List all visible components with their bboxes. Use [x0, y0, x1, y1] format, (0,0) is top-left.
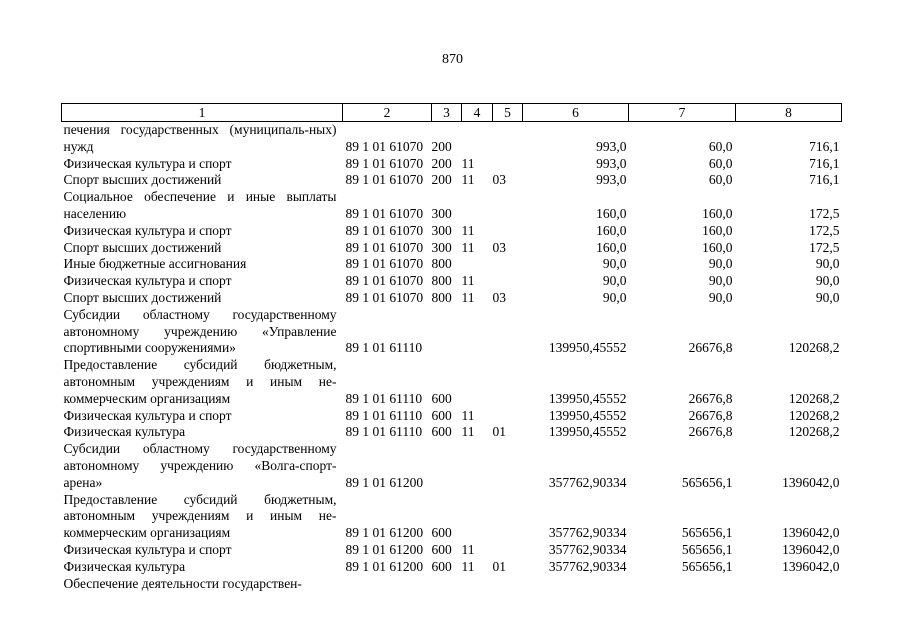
- row-name: Субсидии областному государственному автономному учреждению «Управление спортивными сооружениями»: [63, 306, 337, 356]
- row-subsection: 01: [492, 424, 506, 440]
- row-subsection: [493, 408, 523, 425]
- row-value-6: 993,0: [596, 172, 627, 188]
- column-header: 5: [493, 104, 523, 122]
- row-expense-type: 600: [431, 407, 452, 423]
- table-row: [62, 408, 842, 425]
- row-section: [462, 492, 493, 542]
- row-value-8: 172,5: [809, 222, 840, 238]
- row-subsection: 03: [492, 239, 506, 255]
- table-row: [62, 492, 842, 542]
- row-value-6: 90,0: [602, 256, 627, 272]
- row-code: [343, 576, 432, 593]
- row-subsection: [493, 189, 523, 223]
- row-name: Предоставление субсидий бюджетным, автономным учреждениям и иным не-коммерческим организациям: [63, 357, 337, 406]
- row-section: [462, 122, 493, 156]
- table-row: [62, 424, 842, 441]
- row-section: 11: [461, 541, 475, 557]
- row-subsection: [493, 542, 523, 559]
- row-value-7: 60,0: [708, 138, 733, 154]
- row-name: Физическая культура и спорт: [63, 273, 232, 289]
- table-row: [62, 189, 842, 223]
- row-subsection: [493, 156, 523, 173]
- row-subsection: [493, 441, 523, 491]
- row-value-8: 172,5: [809, 205, 840, 221]
- row-name: Физическая культура: [63, 558, 186, 574]
- row-name: Физическая культура и спорт: [63, 155, 232, 171]
- row-code: 89 1 01 61110: [345, 407, 423, 423]
- row-subsection: 03: [492, 289, 506, 305]
- row-value-8: [736, 576, 842, 593]
- row-section: 11: [461, 239, 475, 255]
- row-value-6: 139950,45552: [548, 390, 627, 406]
- table-row: [62, 542, 842, 559]
- row-code: 89 1 01 61070: [345, 239, 424, 255]
- row-expense-type: [432, 307, 462, 357]
- table-row: [62, 290, 842, 307]
- row-value-8: 716,1: [809, 138, 840, 154]
- row-value-6: 357762,90334: [548, 525, 627, 541]
- row-value-8: 1396042,0: [782, 558, 840, 574]
- row-value-7: 26676,8: [688, 340, 733, 356]
- row-code: 89 1 01 61200: [345, 541, 424, 557]
- table-row: [62, 576, 842, 593]
- row-value-7: 60,0: [708, 172, 733, 188]
- row-subsection: [493, 357, 523, 407]
- row-code: 89 1 01 61070: [345, 256, 424, 272]
- row-section: 11: [461, 172, 475, 188]
- column-header: 2: [343, 104, 432, 122]
- row-expense-type: 800: [431, 273, 452, 289]
- row-value-7: 90,0: [708, 289, 733, 305]
- row-code: 89 1 01 61070: [345, 205, 424, 221]
- row-section: [462, 441, 493, 491]
- row-name: Иные бюджетные ассигнования: [63, 256, 247, 272]
- row-subsection: [493, 492, 523, 542]
- row-value-8: 1396042,0: [782, 541, 840, 557]
- row-value-7: 565656,1: [681, 474, 733, 490]
- row-code: 89 1 01 61200: [345, 474, 424, 490]
- row-section: [462, 189, 493, 223]
- budget-table: [61, 103, 842, 592]
- row-value-8: 120268,2: [788, 424, 840, 440]
- row-code: 89 1 01 61070: [345, 172, 424, 188]
- row-value-6: 139950,45552: [548, 424, 627, 440]
- row-code: 89 1 01 61110: [345, 424, 423, 440]
- row-value-8: 120268,2: [788, 407, 840, 423]
- row-value-6: 90,0: [602, 289, 627, 305]
- table-row: [62, 357, 842, 407]
- row-expense-type: 300: [431, 205, 452, 221]
- table-row: [62, 273, 842, 290]
- row-expense-type: [432, 441, 462, 491]
- row-value-8: 90,0: [815, 256, 840, 272]
- row-subsection: [493, 122, 523, 156]
- row-value-8: 172,5: [809, 239, 840, 255]
- row-subsection: [493, 576, 523, 593]
- row-value-7: 565656,1: [681, 525, 733, 541]
- row-expense-type: 600: [431, 541, 452, 557]
- row-subsection: [493, 273, 523, 290]
- row-expense-type: 800: [431, 289, 452, 305]
- column-header: 1: [62, 104, 343, 122]
- row-value-7: 26676,8: [688, 407, 733, 423]
- row-subsection: 01: [492, 558, 506, 574]
- row-code: 89 1 01 61200: [345, 525, 424, 541]
- row-section: [462, 576, 493, 593]
- row-code: 89 1 01 61200: [345, 558, 424, 574]
- row-value-8: 716,1: [809, 155, 840, 171]
- row-code: 89 1 01 61070: [345, 222, 424, 238]
- row-name: печения государственных (муниципаль-ных) нужд: [63, 122, 337, 154]
- row-expense-type: 200: [431, 172, 452, 188]
- row-value-7: 565656,1: [681, 541, 733, 557]
- table-row: [62, 441, 842, 491]
- row-code: 89 1 01 61070: [345, 273, 424, 289]
- table-row: [62, 156, 842, 173]
- row-expense-type: 600: [431, 525, 452, 541]
- row-section: [462, 256, 493, 273]
- row-value-8: 90,0: [815, 289, 840, 305]
- row-value-7: 26676,8: [688, 390, 733, 406]
- row-expense-type: 600: [431, 424, 452, 440]
- row-value-6: 139950,45552: [548, 340, 627, 356]
- row-subsection: [493, 256, 523, 273]
- row-name: Спорт высших достижений: [63, 172, 222, 188]
- row-section: 11: [461, 407, 475, 423]
- row-value-8: 120268,2: [788, 340, 840, 356]
- row-value-7: [629, 576, 736, 593]
- column-header: 3: [432, 104, 462, 122]
- page-number: 870: [442, 52, 463, 67]
- row-value-8: 1396042,0: [782, 474, 840, 490]
- row-value-6: 160,0: [596, 239, 627, 255]
- row-subsection: [493, 223, 523, 240]
- row-expense-type: 600: [431, 390, 452, 406]
- row-value-6: 357762,90334: [548, 541, 627, 557]
- row-value-8: 90,0: [815, 273, 840, 289]
- row-expense-type: 800: [431, 256, 452, 272]
- row-section: 11: [461, 222, 475, 238]
- table-row: [62, 172, 842, 189]
- row-expense-type: 200: [431, 138, 452, 154]
- row-value-7: 90,0: [708, 256, 733, 272]
- row-value-8: 120268,2: [788, 390, 840, 406]
- row-name: Предоставление субсидий бюджетным, автономным учреждениям и иным не-коммерческим организациям: [63, 491, 337, 541]
- row-expense-type: [432, 576, 462, 593]
- table-row: [62, 256, 842, 273]
- row-name: Физическая культура: [63, 424, 186, 440]
- row-subsection: 03: [492, 172, 506, 188]
- row-code: 89 1 01 61110: [345, 340, 423, 356]
- table-row: [62, 307, 842, 357]
- row-section: [462, 307, 493, 357]
- row-code: 89 1 01 61070: [345, 289, 424, 305]
- row-value-6: 160,0: [596, 222, 627, 238]
- row-value-6: 90,0: [602, 273, 627, 289]
- row-expense-type: 300: [431, 239, 452, 255]
- row-value-7: 60,0: [708, 155, 733, 171]
- row-value-7: 160,0: [702, 222, 733, 238]
- row-expense-type: 200: [431, 155, 452, 171]
- row-section: 11: [461, 289, 475, 305]
- row-value-8: 716,1: [809, 172, 840, 188]
- row-value-6: 357762,90334: [548, 474, 627, 490]
- table-row: [62, 223, 842, 240]
- row-value-6: 993,0: [596, 138, 627, 154]
- row-name: Физическая культура и спорт: [63, 541, 232, 557]
- table-row: [62, 122, 842, 156]
- table-header-row: [62, 104, 842, 122]
- row-name: Физическая культура и спорт: [63, 407, 232, 423]
- row-value-7: 90,0: [708, 273, 733, 289]
- row-name: Физическая культура и спорт: [63, 222, 232, 238]
- column-header: 8: [736, 104, 842, 122]
- row-section: 11: [461, 273, 475, 289]
- row-section: [462, 357, 493, 407]
- row-code: 89 1 01 61070: [345, 155, 424, 171]
- row-name: Обеспечение деятельности государствен-: [63, 575, 302, 591]
- row-section: 11: [461, 424, 475, 440]
- column-header: 6: [523, 104, 629, 122]
- row-value-6: 160,0: [596, 205, 627, 221]
- table-row: [62, 559, 842, 576]
- row-section: 11: [461, 155, 475, 171]
- row-name: Социальное обеспечение и иные выплаты населению: [63, 189, 337, 221]
- row-section: 11: [461, 558, 475, 574]
- table-body: [62, 122, 842, 593]
- row-expense-type: 300: [431, 222, 452, 238]
- row-name: Субсидии областному государственному автономному учреждению «Волга-спорт-арена»: [63, 441, 337, 490]
- row-name: Спорт высших достижений: [63, 239, 222, 255]
- row-value-6: 993,0: [596, 155, 627, 171]
- row-name: Спорт высших достижений: [63, 289, 222, 305]
- row-value-8: 1396042,0: [782, 525, 840, 541]
- row-value-7: 160,0: [702, 239, 733, 255]
- row-value-7: 160,0: [702, 205, 733, 221]
- row-value-6: 139950,45552: [548, 407, 627, 423]
- row-code: 89 1 01 61110: [345, 390, 423, 406]
- row-code: 89 1 01 61070: [345, 138, 424, 154]
- row-value-6: [523, 576, 629, 593]
- row-value-7: 26676,8: [688, 424, 733, 440]
- row-value-6: 357762,90334: [548, 558, 627, 574]
- row-expense-type: 600: [431, 558, 452, 574]
- row-subsection: [493, 307, 523, 357]
- row-value-7: 565656,1: [681, 558, 733, 574]
- column-header: 7: [629, 104, 736, 122]
- table-row: [62, 240, 842, 257]
- column-header: 4: [462, 104, 493, 122]
